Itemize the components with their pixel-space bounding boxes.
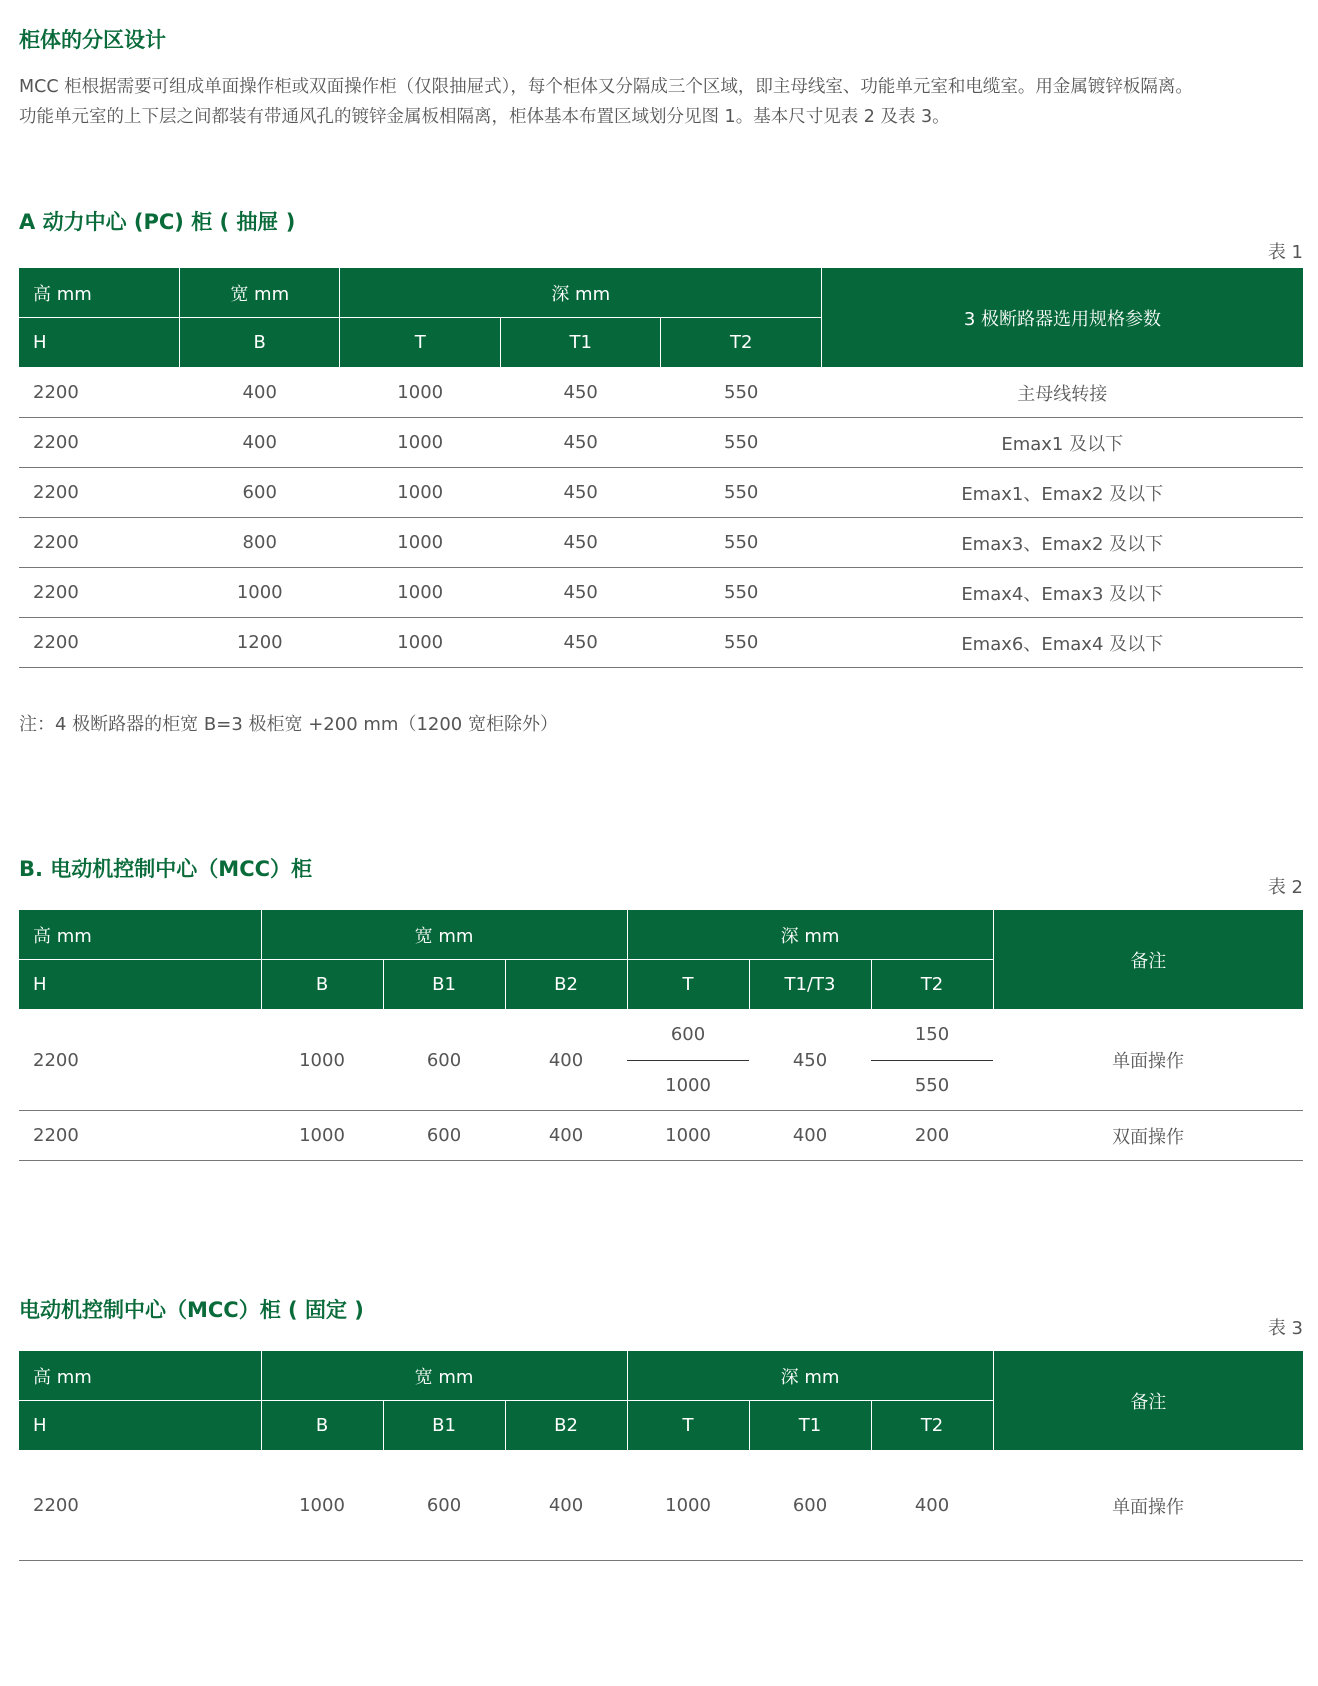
table-cell: 550 bbox=[661, 618, 822, 668]
table-cell: 1000 bbox=[627, 1451, 749, 1561]
table-cell: 1000 bbox=[179, 568, 339, 618]
table-cell: 1000 bbox=[340, 518, 500, 568]
table1-label: 表 1 bbox=[1267, 242, 1303, 263]
table-cell: 1000 bbox=[627, 1111, 749, 1161]
table1-header-width: 宽 mm bbox=[179, 268, 339, 318]
table-row bbox=[19, 618, 1303, 668]
table2-label: 表 2 bbox=[1267, 877, 1303, 898]
table-cell: 1000 bbox=[261, 1010, 383, 1111]
table2-sub-T: T bbox=[627, 960, 749, 1010]
table1-sub-B: B bbox=[179, 318, 339, 368]
table-cell: Emax3、Emax2 及以下 bbox=[821, 518, 1303, 568]
table-cell: 400 bbox=[749, 1111, 871, 1161]
table-cell: 450 bbox=[500, 418, 660, 468]
table-row bbox=[19, 418, 1303, 468]
table-cell: 800 bbox=[179, 518, 339, 568]
table2-sub-T1T3: T1/T3 bbox=[749, 960, 871, 1010]
table2-sub-B2: B2 bbox=[505, 960, 627, 1010]
table2 bbox=[19, 910, 1303, 1161]
table3-sub-T1: T1 bbox=[749, 1401, 871, 1451]
table-cell: 450 bbox=[500, 568, 660, 618]
table1-note: 注：4 极断路器的柜宽 B=3 极柜宽 +200 mm（1200 宽柜除外） bbox=[19, 714, 558, 735]
table1-sub-T: T bbox=[340, 318, 500, 368]
table-cell: 2200 bbox=[19, 618, 179, 668]
table-row bbox=[19, 1451, 1303, 1561]
table-cell: 400 bbox=[871, 1451, 993, 1561]
table-cell: 2200 bbox=[19, 418, 179, 468]
table-cell: 550 bbox=[661, 368, 822, 418]
table-cell: 600 bbox=[383, 1451, 505, 1561]
table-cell: 2200 bbox=[19, 1111, 261, 1161]
table-cell: 双面操作 bbox=[993, 1111, 1303, 1161]
table-cell: 主母线转接 bbox=[821, 368, 1303, 418]
table-cell: 1000 bbox=[340, 568, 500, 618]
intro-paragraph bbox=[19, 72, 1303, 132]
table-cell: 1200 bbox=[179, 618, 339, 668]
table3-heading: 电动机控制中心（MCC）柜 ( 固定 ) bbox=[19, 1298, 364, 1322]
table1-sub-T2: T2 bbox=[661, 318, 822, 368]
table-cell: Emax6、Emax4 及以下 bbox=[821, 618, 1303, 668]
table-cell: 1000 bbox=[340, 368, 500, 418]
table-cell: 1000 bbox=[261, 1111, 383, 1161]
table1-heading: A 动力中心 (PC) 柜 ( 抽屉 ) bbox=[19, 210, 296, 234]
table2-sub-B1: B1 bbox=[383, 960, 505, 1010]
split-bottom-value: 1000 bbox=[665, 1074, 711, 1096]
table-cell: 550 bbox=[661, 568, 822, 618]
table-cell: 1000 bbox=[261, 1451, 383, 1561]
table-cell: 400 bbox=[505, 1451, 627, 1561]
table1-header-depth: 深 mm bbox=[340, 268, 821, 318]
table-cell: 1000 bbox=[340, 418, 500, 468]
split-top-value: 600 bbox=[627, 1010, 749, 1061]
table-row bbox=[19, 568, 1303, 618]
table3-header-remark: 备注 bbox=[993, 1351, 1303, 1451]
table3-sub-B2: B2 bbox=[505, 1401, 627, 1451]
table3-header-height: 高 mm bbox=[19, 1351, 261, 1401]
table-cell: 2200 bbox=[19, 368, 179, 418]
table-cell: 1000 bbox=[340, 468, 500, 518]
table3-label: 表 3 bbox=[1267, 1318, 1303, 1339]
table-cell: 550 bbox=[661, 468, 822, 518]
table-row bbox=[19, 368, 1303, 418]
table-cell: 2200 bbox=[19, 468, 179, 518]
table-cell: 550 bbox=[661, 418, 822, 468]
table-row bbox=[19, 468, 1303, 518]
table-cell: 600 bbox=[383, 1111, 505, 1161]
table-cell: 2200 bbox=[19, 568, 179, 618]
table-cell: 400 bbox=[505, 1010, 627, 1111]
table-cell: 450 bbox=[500, 518, 660, 568]
table1-header-breaker: 3 极断路器选用规格参数 bbox=[821, 268, 1303, 368]
table-cell: 400 bbox=[179, 418, 339, 468]
table-cell-split bbox=[871, 1010, 993, 1111]
table-cell: Emax1、Emax2 及以下 bbox=[821, 468, 1303, 518]
table3 bbox=[19, 1351, 1303, 1561]
table-cell: 600 bbox=[383, 1010, 505, 1111]
table3-sub-B1: B1 bbox=[383, 1401, 505, 1451]
table-cell: Emax1 及以下 bbox=[821, 418, 1303, 468]
split-bottom-value: 550 bbox=[914, 1074, 950, 1096]
table-cell: 2200 bbox=[19, 1010, 261, 1111]
table-cell: 600 bbox=[179, 468, 339, 518]
table-cell: 单面操作 bbox=[993, 1451, 1303, 1561]
table2-sub-B: B bbox=[261, 960, 383, 1010]
table-row bbox=[19, 1010, 1303, 1111]
section-title: 柜体的分区设计 bbox=[19, 28, 166, 52]
table3-header-width: 宽 mm bbox=[261, 1351, 627, 1401]
table-cell: 1000 bbox=[340, 618, 500, 668]
table-row bbox=[19, 518, 1303, 568]
table-row bbox=[19, 1111, 1303, 1161]
table2-header-height: 高 mm bbox=[19, 910, 261, 960]
table1-sub-T1: T1 bbox=[500, 318, 660, 368]
table2-header-remark: 备注 bbox=[993, 910, 1303, 1010]
table-cell: 200 bbox=[871, 1111, 993, 1161]
table-cell: 2200 bbox=[19, 1451, 261, 1561]
table1 bbox=[19, 268, 1303, 668]
table3-sub-T: T bbox=[627, 1401, 749, 1451]
table2-heading: B. 电动机控制中心（MCC）柜 bbox=[19, 857, 313, 881]
table-cell: 450 bbox=[500, 368, 660, 418]
table-cell: 450 bbox=[500, 468, 660, 518]
table-cell-split bbox=[627, 1010, 749, 1111]
table2-sub-T2: T2 bbox=[871, 960, 993, 1010]
table-cell: 单面操作 bbox=[993, 1010, 1303, 1111]
table1-header-height: 高 mm bbox=[19, 268, 179, 318]
table-cell: 2200 bbox=[19, 518, 179, 568]
table-cell: 600 bbox=[749, 1451, 871, 1561]
table-cell: Emax4、Emax3 及以下 bbox=[821, 568, 1303, 618]
table-cell: 450 bbox=[749, 1010, 871, 1111]
table3-header-depth: 深 mm bbox=[627, 1351, 993, 1401]
table-cell: 400 bbox=[505, 1111, 627, 1161]
table3-sub-B: B bbox=[261, 1401, 383, 1451]
table-cell: 400 bbox=[179, 368, 339, 418]
split-top-value: 150 bbox=[871, 1010, 993, 1061]
table-cell: 450 bbox=[500, 618, 660, 668]
intro-line-2: 功能单元室的上下层之间都装有带通风孔的镀锌金属板相隔离，柜体基本布置区域划分见图 1。基本尺寸见表 2 及表 3。 bbox=[19, 107, 950, 127]
table3-sub-T2: T2 bbox=[871, 1401, 993, 1451]
table3-sub-H: H bbox=[19, 1401, 261, 1451]
table-cell: 550 bbox=[661, 518, 822, 568]
intro-line-1: MCC 柜根据需要可组成单面操作柜或双面操作柜（仅限抽屉式），每个柜体又分隔成三个区域，即主母线室、功能单元室和电缆室。用金属镀锌板隔离。 bbox=[19, 77, 1193, 97]
table2-sub-H: H bbox=[19, 960, 261, 1010]
table2-header-depth: 深 mm bbox=[627, 910, 993, 960]
table1-sub-H: H bbox=[19, 318, 179, 368]
table2-header-width: 宽 mm bbox=[261, 910, 627, 960]
